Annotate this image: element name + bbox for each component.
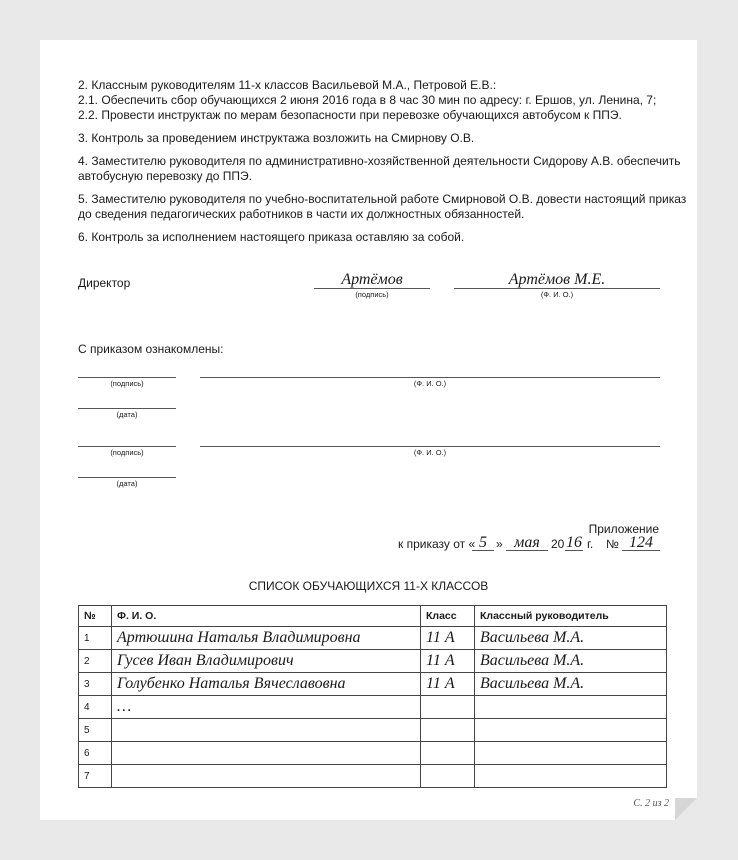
header-teacher: Классный руководитель — [475, 606, 667, 627]
row-num: 2 — [79, 650, 112, 673]
appendix-month-line — [506, 550, 548, 551]
director-name-caption: (Ф. И. О.) — [540, 290, 574, 299]
table-row — [79, 650, 667, 673]
table-row — [79, 627, 667, 650]
row-teacher — [475, 742, 667, 765]
appendix-month: мая — [514, 534, 540, 551]
document-page — [40, 40, 697, 820]
appendix-year-prefix: 20 — [551, 537, 565, 551]
table-row — [79, 719, 667, 742]
appendix-quote-close: » — [496, 537, 503, 551]
director-signature-line — [314, 288, 430, 289]
row-num: 5 — [79, 719, 112, 742]
director-label: Директор — [78, 276, 131, 290]
row-fio — [112, 742, 421, 765]
appendix-number: 124 — [629, 534, 653, 551]
acquainted-sign-caption-2: (подпись) — [110, 448, 144, 457]
acquainted-date-caption-2: (дата) — [116, 479, 138, 488]
row-class: 11 А — [421, 627, 475, 650]
acquainted-label: С приказом ознакомлены: — [78, 342, 224, 356]
acquainted-date-line-1 — [78, 408, 176, 409]
list-title: СПИСОК ОБУЧАЮЩИХСЯ 11-Х КЛАССОВ — [248, 579, 489, 593]
director-signature-caption: (подпись) — [355, 290, 389, 299]
row-fio — [112, 765, 421, 788]
row-teacher — [475, 765, 667, 788]
header-class: Класс — [421, 606, 475, 627]
appendix-day: 5 — [479, 534, 487, 551]
acquainted-fio-caption-2: (Ф. И. О.) — [413, 448, 447, 457]
row-fio: Артюшина Наталья Владимировна — [112, 627, 421, 650]
acquainted-date-caption-1: (дата) — [116, 410, 138, 419]
body-line-8: до сведения педагогических работников в части их должностных обязанностей. — [78, 207, 525, 221]
row-num: 1 — [79, 627, 112, 650]
appendix-number-line — [622, 550, 660, 551]
acquainted-sign-caption-1: (подпись) — [110, 379, 144, 388]
acquainted-fio-line-2 — [200, 446, 660, 447]
appendix-year-line — [565, 550, 583, 551]
director-name: Артёмов М.Е. — [508, 271, 606, 288]
body-line-1: 2. Классным руководителям 11-х классов Васильевой М.А., Петровой Е.В.: — [78, 78, 497, 92]
body-line-9: 6. Контроль за исполнением настоящего приказа оставляю за собой. — [78, 230, 465, 244]
header-num: № — [79, 606, 112, 627]
row-teacher — [475, 719, 667, 742]
body-line-7: 5. Заместителю руководителя по учебно-воспитательной работе Смирновой О.В. довести настоящий приказ — [78, 192, 687, 206]
row-class: 11 А — [421, 673, 475, 696]
header-fio: Ф. И. О. — [112, 606, 421, 627]
acquainted-sign-line-2 — [78, 446, 176, 447]
acquainted-fio-line-1 — [200, 377, 660, 378]
table-row — [79, 696, 667, 719]
body-line-3: 2.2. Провести инструктаж по мерам безопасности при перевозке обучающихся автобусом к ППЭ. — [78, 108, 622, 122]
director-name-line — [454, 288, 660, 289]
appendix-day-line — [472, 550, 494, 551]
row-class — [421, 719, 475, 742]
row-teacher: Васильева М.А. — [475, 627, 667, 650]
row-num: 4 — [79, 696, 112, 719]
page-fold-corner — [675, 798, 697, 820]
row-fio: Голубенко Наталья Вячеславовна — [112, 673, 421, 696]
appendix-number-sign: № — [606, 537, 619, 551]
row-num: 6 — [79, 742, 112, 765]
row-num: 7 — [79, 765, 112, 788]
row-class — [421, 742, 475, 765]
body-line-5: 4. Заместителю руководителя по административно-хозяйственной деятельности Сидорову А.В. обеспечить — [78, 154, 681, 168]
appendix-order-prefix: к приказу от « — [398, 537, 476, 551]
table-row — [79, 673, 667, 696]
acquainted-date-line-2 — [78, 477, 176, 478]
appendix-title: Приложение — [588, 522, 659, 536]
row-teacher: Васильева М.А. — [475, 673, 667, 696]
body-line-6: автобусную перевозку до ППЭ. — [78, 169, 252, 183]
director-signature: Артёмов — [341, 271, 403, 288]
table-row — [79, 765, 667, 788]
row-teacher — [475, 696, 667, 719]
appendix-year-word: г. — [587, 537, 594, 551]
row-num: 3 — [79, 673, 112, 696]
table-row — [79, 742, 667, 765]
body-line-2: 2.1. Обеспечить сбор обучающихся 2 июня 2016 года в 8 час 30 мин по адресу: г. Ершов, ул. Ленина, 7; — [78, 93, 657, 107]
row-class: 11 А — [421, 650, 475, 673]
appendix-year-suffix: 16 — [566, 534, 582, 551]
row-fio: … — [112, 696, 421, 719]
students-table — [78, 605, 667, 788]
row-fio — [112, 719, 421, 742]
acquainted-sign-line-1 — [78, 377, 176, 378]
page-number: С. 2 из 2 — [633, 798, 669, 809]
table-header-row — [79, 606, 667, 627]
acquainted-fio-caption-1: (Ф. И. О.) — [413, 379, 447, 388]
row-class — [421, 696, 475, 719]
row-class — [421, 765, 475, 788]
row-fio: Гусев Иван Владимирович — [112, 650, 421, 673]
row-teacher: Васильева М.А. — [475, 650, 667, 673]
body-line-4: 3. Контроль за проведением инструктажа возложить на Смирнову О.В. — [78, 131, 475, 145]
